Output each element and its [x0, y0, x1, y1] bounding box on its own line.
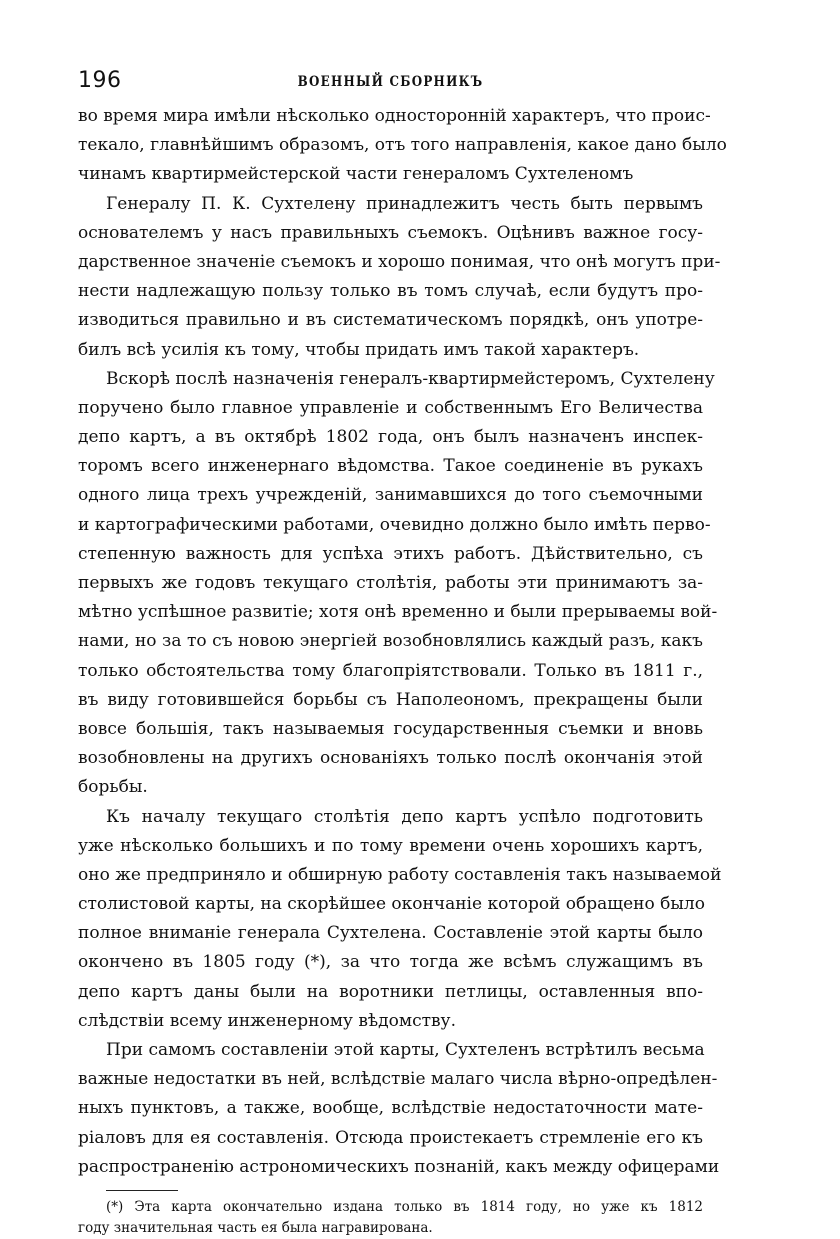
text-line: Къ началу текущаго столѣтія депо картъ успѣло подготовить — [106, 806, 703, 827]
text-line: возобновлены на другихъ основаніяхъ только послѣ окончанія этой — [78, 748, 703, 769]
running-title: ВОЕННЫЙ СБОРНИКЪ — [297, 74, 484, 90]
paragraph — [78, 190, 721, 365]
footnote-line: году значительная часть ея была награвирована. — [78, 1219, 433, 1236]
text-line: основателемъ у насъ правильныхъ съемокъ. Оцѣнивъ важное госу- — [78, 222, 703, 243]
page-header — [78, 68, 703, 98]
text-line: торомъ всего инженернаго вѣдомства. Такое соединеніе въ рукахъ — [78, 456, 703, 477]
text-line: вовсе большія, такъ называемыя государственныя съемки и вновь — [78, 718, 703, 739]
text-line: дарственное значеніе съемокъ и хорошо понимая, что онѣ могутъ при- — [78, 251, 721, 272]
text-line: только обстоятельства тому благопріятствовали. Только въ 1811 г., — [78, 660, 703, 681]
text-line: билъ всѣ усилія къ тому, чтобы придать имъ такой характеръ. — [78, 339, 640, 360]
text-line: текало, главнѣйшимъ образомъ, отъ того направленія, какое дано было — [78, 135, 727, 156]
paragraph — [78, 1036, 720, 1182]
text-line: въ виду готовившейся борьбы съ Наполеономъ, прекращены были — [78, 689, 703, 710]
footnote — [78, 1197, 703, 1239]
text-line: и картографическими работами, очевидно должно было имѣть перво- — [78, 514, 711, 535]
text-line: важные недостатки въ ней, вслѣдствіе малаго числа вѣрно-опредѣлен- — [78, 1069, 718, 1090]
text-line: во время мира имѣли нѣсколько односторонній характеръ, что проис- — [78, 106, 711, 126]
paragraph — [78, 102, 727, 190]
text-line: ныхъ пунктовъ, а также, вообще, вслѣдствіе недостаточности мате- — [78, 1098, 703, 1119]
text-line: окончено въ 1805 году (*), за что тогда же всѣмъ служащимъ въ — [78, 952, 703, 973]
text-line: нами, но за то съ новою энергіей возобновлялись каждый разъ, какъ — [78, 631, 703, 652]
text-line: одного лица трехъ учрежденій, занимавшихся до того съемочными — [78, 485, 703, 506]
text-line: чинамъ квартирмейстерской части генераломъ Сухтеленомъ — [78, 164, 634, 185]
text-line: депо картъ, а въ октябрѣ 1802 года, онъ былъ назначенъ инспек- — [78, 427, 703, 448]
text-line: депо картъ даны были на воротники петлицы, оставленныя впо- — [78, 981, 703, 1002]
text-line: степенную важность для успѣха этихъ работъ. Дѣйствительно, съ — [78, 543, 703, 564]
text-line: распространенію астрономическихъ познаній, какъ между офицерами — [78, 1156, 720, 1177]
text-line: полное вниманіе генерала Сухтелена. Составленіе этой карты было — [78, 923, 703, 944]
text-line: изводиться правильно и въ систематическомъ порядкѣ, онъ употре- — [78, 310, 703, 331]
text-line: Вскорѣ послѣ назначенія генералъ-квартирмейстеромъ, Сухтелену — [106, 368, 715, 389]
text-line: первыхъ же годовъ текущаго столѣтія, работы эти принимаютъ за- — [78, 573, 703, 593]
text-line: мѣтно успѣшное развитіе; хотя онѣ временно и были прерываемы вой- — [78, 602, 718, 623]
text-line: уже нѣсколько большихъ и по тому времени очень хорошихъ картъ, — [78, 835, 703, 856]
text-line: столистовой карты, на скорѣйшее окончаніе которой обращено было — [78, 894, 705, 915]
book-page — [78, 68, 727, 1239]
text-line: Генералу П. К. Сухтелену принадлежитъ честь быть первымъ — [106, 193, 703, 214]
text-line: При самомъ составленіи этой карты, Сухтеленъ встрѣтилъ весьма — [106, 1040, 705, 1060]
text-line: поручено было главное управленіе и собственнымъ Его Величества — [78, 397, 703, 418]
paragraph — [78, 803, 722, 1037]
paragraph — [78, 365, 718, 803]
text-line: нести надлежащую пользу только въ томъ случаѣ, если будутъ про- — [78, 281, 703, 302]
text-line: оно же предприняло и обширную работу составленія такъ называемой — [78, 864, 722, 885]
text-line: ріаловъ для ея составленія. Отсюда проистекаетъ стремленіе его къ — [78, 1127, 703, 1148]
text-line: борьбы. — [78, 777, 148, 798]
text-line: слѣдствіи всему инженерному вѣдомству. — [78, 1010, 456, 1031]
footnote-line: (*) Эта карта окончательно издана только въ 1814 году, но уже къ 1812 — [106, 1198, 703, 1215]
body-text — [78, 102, 727, 1182]
page-number: 196 — [78, 68, 122, 93]
